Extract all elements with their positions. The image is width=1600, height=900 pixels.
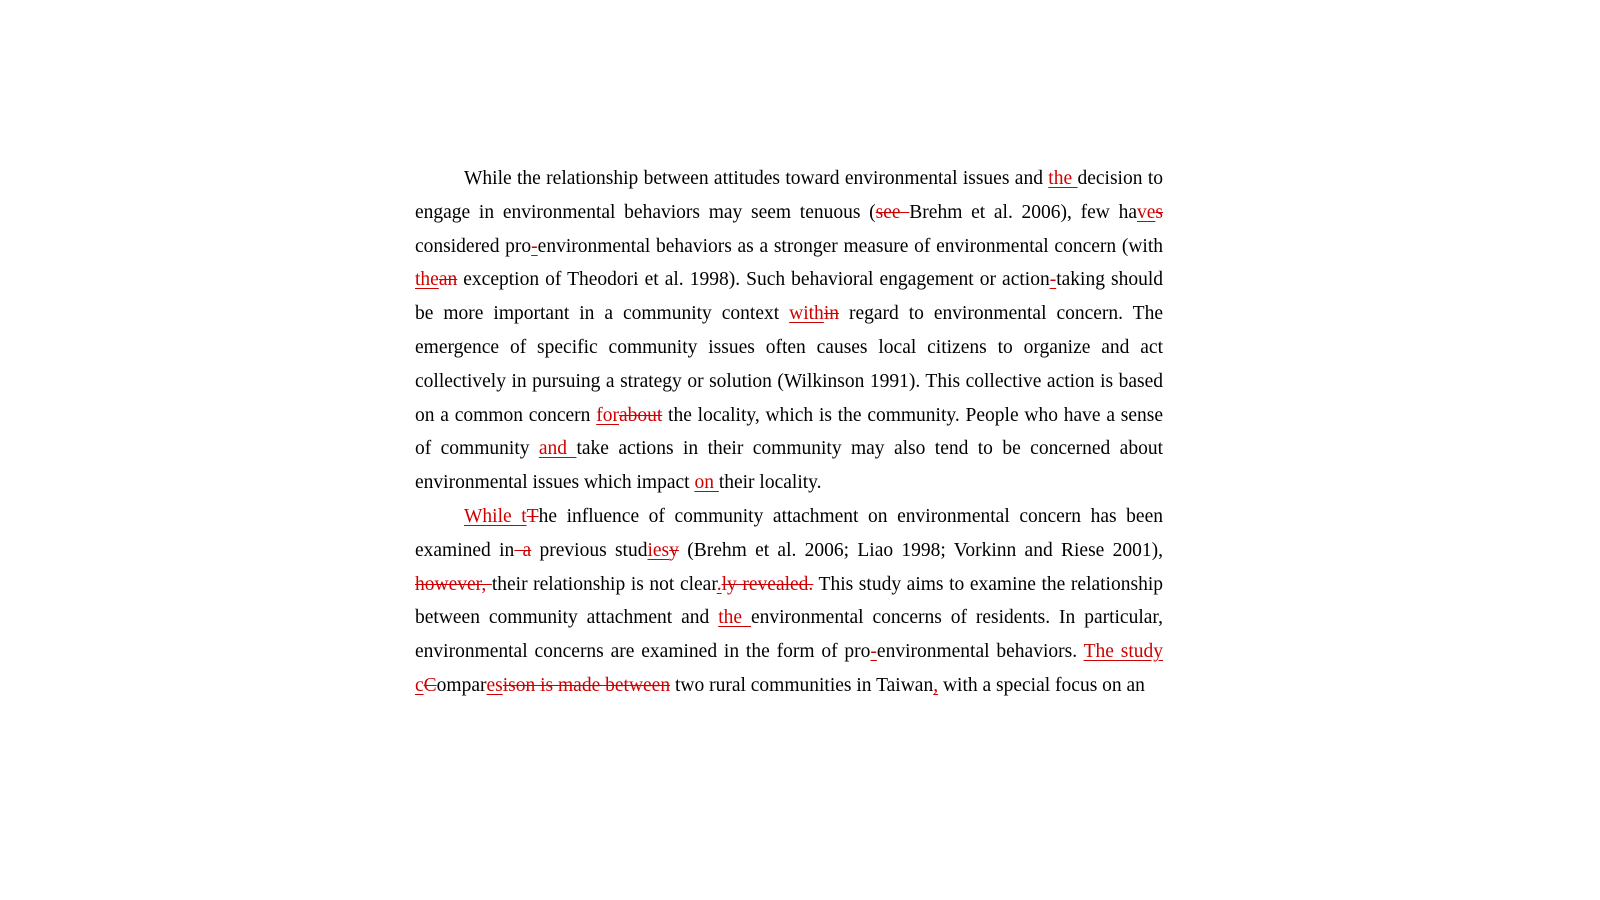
deleted-text: ison is made between — [502, 674, 671, 696]
inserted-text: ies — [647, 539, 670, 561]
body-text: environmental behaviors. — [876, 641, 1084, 663]
body-text: exception of Theodori et al. 1998). Such behavioral engagement or action — [457, 269, 1050, 291]
inserted-text: ve — [1137, 201, 1156, 223]
body-text: (Brehm et al. 2006; Liao 1998; Vorkinn and Riese 2001), — [678, 539, 1163, 561]
inserted-text: - — [1049, 269, 1057, 291]
inserted-text: the — [415, 269, 439, 291]
body-text: ompar — [436, 674, 487, 696]
body-text: the locality, which is the community. People who have a sense of community — [415, 404, 1163, 460]
document-body — [415, 162, 1163, 703]
deleted-text: y — [669, 539, 679, 561]
inserted-text: with — [789, 303, 824, 325]
body-text: decision to engage in environmental behaviors may seem tenuous ( — [415, 168, 1163, 223]
deleted-text: about — [618, 404, 663, 426]
inserted-text: The study c — [415, 641, 1163, 696]
deleted-text: an — [438, 269, 458, 291]
body-text: While the relationship between attitudes toward environmental issues and — [464, 168, 1049, 189]
body-text: considered pro — [415, 235, 532, 257]
body-text: with a special focus on an — [938, 674, 1145, 696]
inserted-text: While t — [464, 505, 527, 527]
inserted-text: the — [718, 607, 751, 629]
body-text: environmental concerns of residents. In particular, environmental concerns are examined in the form of pro — [415, 607, 1163, 663]
deleted-text: in — [823, 303, 839, 325]
deleted-text: ly revealed. — [721, 573, 814, 595]
body-text: he influence of community attachment on environmental concern has been examined in — [415, 505, 1163, 561]
body-text: their relationship is not clear — [491, 573, 717, 595]
body-text: regard to environmental concern. The emergence of specific community issues often causes local citizens to organize and act collectively in pursuing a strategy or solution (Wilkinson 1991). This collective action is based on a common concern — [415, 303, 1163, 426]
inserted-text: . — [716, 573, 722, 595]
deleted-text: s — [1155, 201, 1163, 223]
paragraph — [415, 162, 1163, 500]
body-text: taking should be more important in a community context — [415, 269, 1163, 325]
inserted-text: - — [870, 641, 877, 663]
body-text: environmental behaviors as a stronger measure of environmental concern (with — [537, 235, 1163, 257]
body-text: two rural communities in Taiwan — [670, 674, 934, 696]
body-text: This study aims to examine the relationship between community attachment and — [415, 573, 1163, 629]
inserted-text: - — [531, 235, 538, 257]
deleted-text: a — [514, 539, 532, 561]
inserted-text: and — [538, 438, 577, 460]
inserted-text: for — [596, 404, 619, 426]
deleted-text: T — [526, 505, 539, 527]
inserted-text: on — [694, 472, 719, 494]
paragraph — [415, 500, 1163, 703]
body-text: previous stud — [531, 539, 648, 561]
body-text: Brehm et al. 2006), few ha — [909, 201, 1137, 223]
deleted-text: see — [875, 201, 910, 223]
inserted-text: , — [933, 674, 939, 696]
body-text: their locality. — [718, 472, 822, 494]
deleted-text: however, — [415, 573, 492, 595]
body-text: take actions in their community may also tend to be concerned about environmental issues which impact — [415, 438, 1164, 494]
inserted-text: es — [486, 674, 503, 696]
deleted-text: C — [423, 674, 437, 696]
inserted-text: the — [1048, 168, 1078, 189]
